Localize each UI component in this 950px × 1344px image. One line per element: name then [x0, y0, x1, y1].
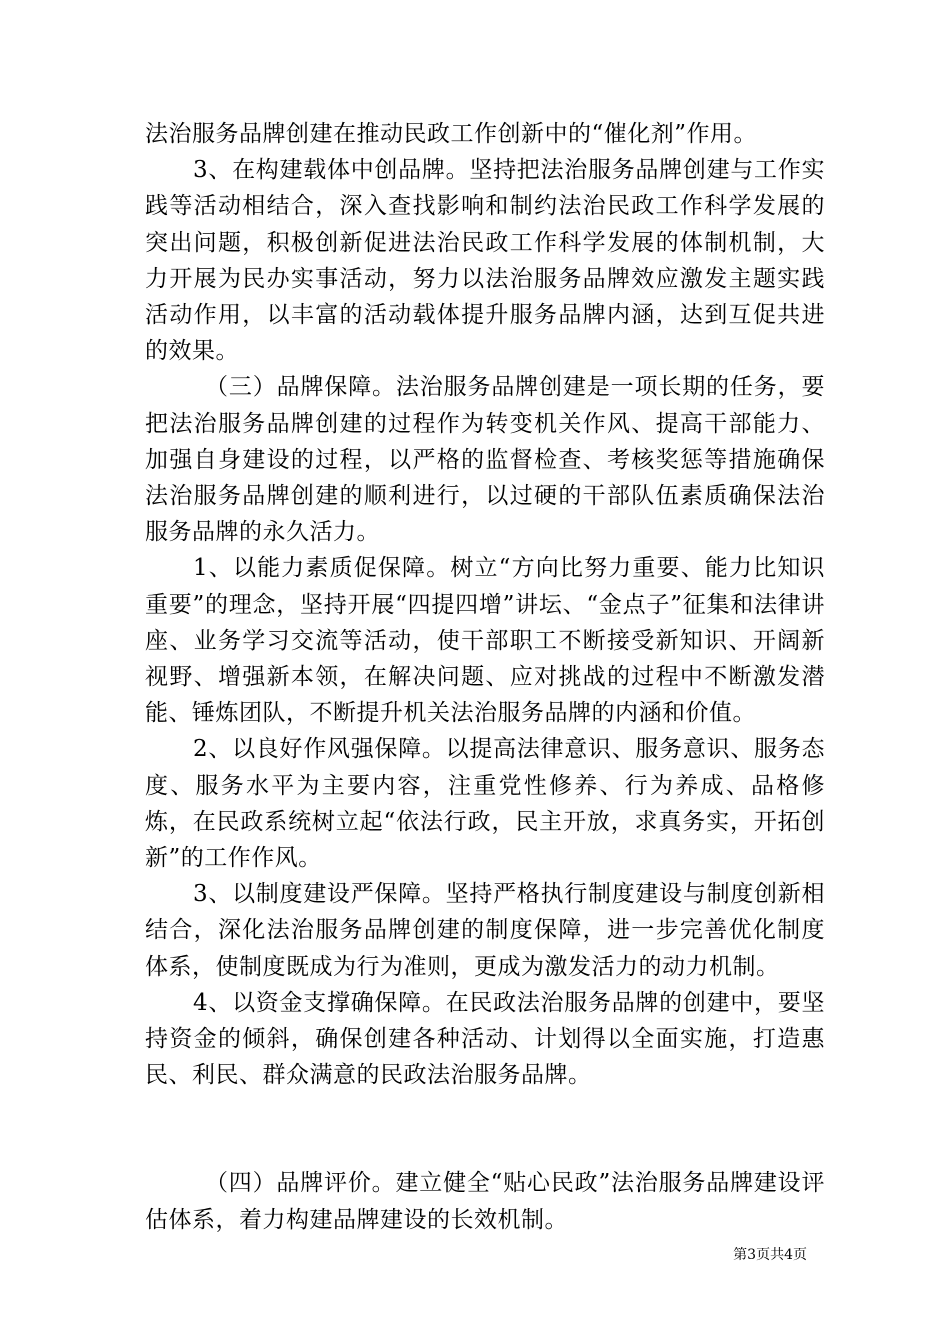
paragraph-carrier-brand: 3、在构建载体中创品牌。坚持把法治服务品牌创建与工作实践等活动相结合，深入查找影响和制约法治民政工作科学发展的突出问题，积极创新促进法治民政工作科学发展的体制机制，大力开展为民办实事活动，努力以法治服务品牌效应激发主题实践活动作用，以丰富的活动载体提升服务品牌内涵，达到互促共进的效果。 [145, 157, 825, 365]
paragraph-ability-quality: 1、以能力素质促保障。树立“方向比努力重要、能力比知识重要”的理念，坚持开展“四提四增”讲坛、“金点子”征集和法律讲座、业务学习交流等活动，使干部职工不断接受新知识、开阔新视野、增强新本领，在解决问题、应对挑战的过程中不断激发潜能、锤炼团队，不断提升机关法治服务品牌的内涵和价值。 [145, 555, 825, 727]
document-body [145, 116, 825, 1238]
paragraph-gap [145, 1093, 825, 1165]
paragraph-system-building: 3、以制度建设严保障。坚持严格执行制度建设与制度创新相结合，深化法治服务品牌创建的制度保障，进一步完善优化制度体系，使制度既成为行为准则，更成为激发活力的动力机制。 [145, 881, 825, 980]
paragraph-brand-guarantee: （三）品牌保障。法治服务品牌创建是一项长期的任务，要把法治服务品牌创建的过程作为转变机关作风、提高干部能力、加强自身建设的过程，以严格的监督检查、考核奖惩等措施确保法治服务品牌创建的顺利进行，以过硬的干部队伍素质确保法治服务品牌的永久活力。 [145, 374, 825, 546]
paragraph-continuation: 法治服务品牌创建在推动民政工作创新中的“催化剂”作用。 [145, 121, 758, 147]
paragraph-work-style: 2、以良好作风强保障。以提高法律意识、服务意识、服务态度、服务水平为主要内容，注重党性修养、行为养成、品格修炼，在民政系统树立起“依法行政，民主开放，求真务实，开拓创新”的工作作风。 [145, 736, 825, 872]
paragraph-brand-evaluation: （四）品牌评价。建立健全“贴心民政”法治服务品牌建设评估体系，着力构建品牌建设的长效机制。 [145, 1170, 825, 1233]
paragraph-funding-support: 4、以资金支撑确保障。在民政法治服务品牌的创建中，要坚持资金的倾斜，确保创建各种活动、计划得以全面实施，打造惠民、利民、群众满意的民政法治服务品牌。 [145, 989, 825, 1089]
page-number-footer: 第3页共4页 [733, 1247, 807, 1263]
